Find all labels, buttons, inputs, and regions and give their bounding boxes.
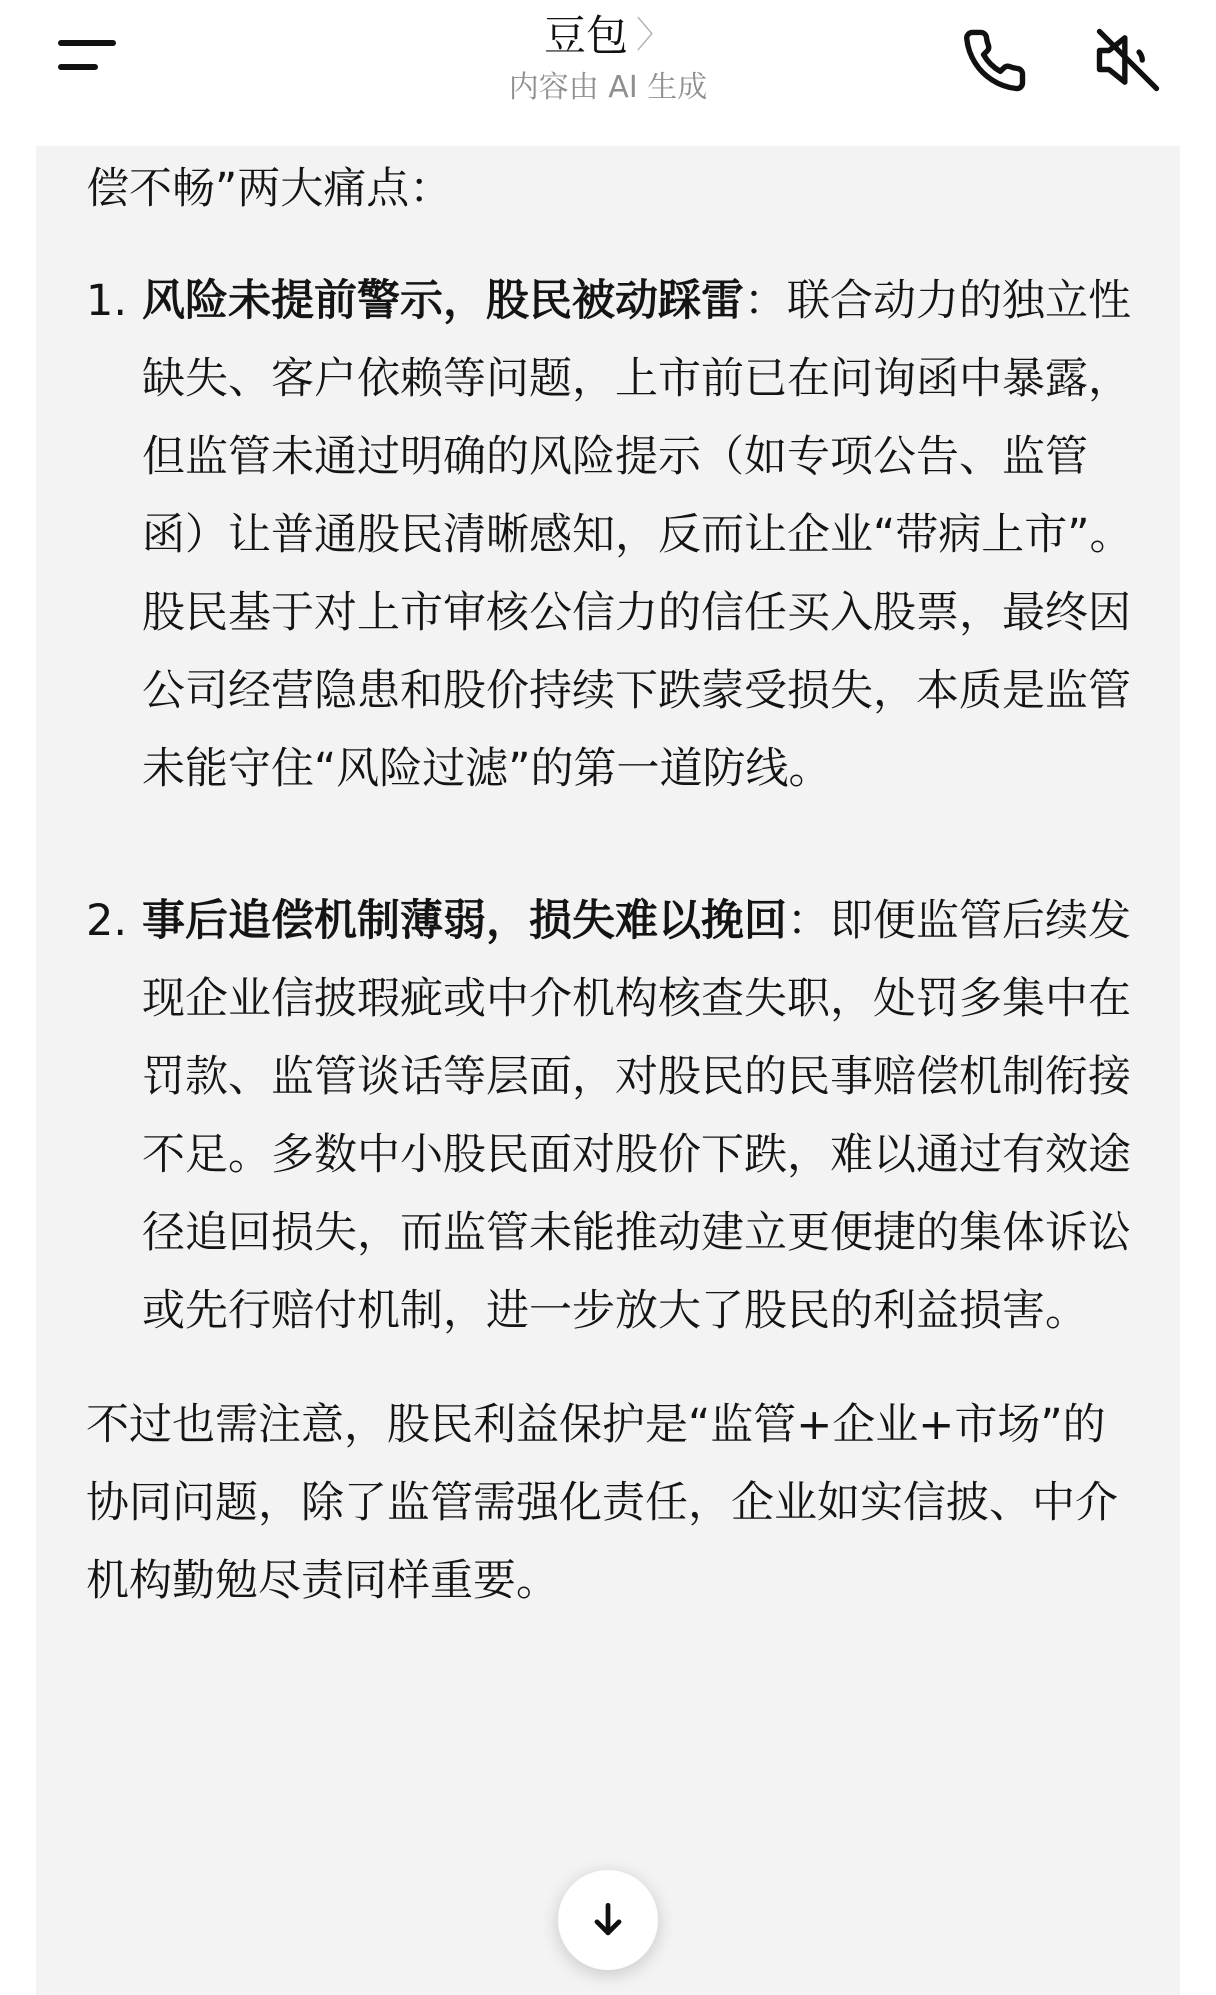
ai-generated-note: 内容由 AI 生成 bbox=[508, 70, 708, 105]
bot-title-button[interactable] bbox=[544, 6, 672, 66]
message-area[interactable] bbox=[36, 146, 1180, 1995]
chat-title-area bbox=[408, 6, 808, 116]
list-item-heading: 事后追偿机制薄弱，损失难以挽回 bbox=[142, 896, 787, 946]
list-number: 1. bbox=[86, 276, 128, 326]
closing-paragraph: 不过也需注意，股民利益保护是“监管+企业+市场”的协同问题，除了监管需强化责任，企业如实信披、中介机构勤勉尽责同样重要。 bbox=[86, 1400, 1118, 1606]
mute-button[interactable] bbox=[1090, 22, 1166, 98]
scroll-to-bottom-button[interactable] bbox=[558, 1870, 658, 1970]
list-item bbox=[86, 882, 1146, 1350]
phone-icon bbox=[956, 22, 1032, 98]
list-item-body: ：联合动力的独立性缺失、客户依赖等问题，上市前已在问询函中暴露，但监管未通过明确的风险提示（如专项公告、监管函）让普通股民清晰感知，反而让企业“带病上市”。股民基于对上市审核公信力的信任买入股票，最终因公司经营隐患和股价持续下跌蒙受损失，本质是监管未能守住“风险过滤”的第一道防线。 bbox=[142, 276, 1133, 794]
assistant-message bbox=[86, 146, 1146, 1620]
arrow-down-icon bbox=[586, 1898, 630, 1942]
app-title: 豆包 bbox=[543, 11, 628, 60]
top-bar bbox=[0, 0, 1216, 146]
menu-button[interactable] bbox=[52, 30, 122, 90]
intro-text: 偿不畅”两大痛点： bbox=[86, 164, 453, 214]
chevron-right-icon: 〉 bbox=[636, 15, 673, 56]
list-item-body: ：即便监管后续发现企业信披瑕疵或中介机构核查失职，处罚多集中在罚款、监管谈话等层面，对股民的民事赔偿机制衔接不足。多数中小股民面对股价下跌，难以通过有效途径追回损失，而监管未能推动建立更便捷的集体诉讼或先行赔付机制，进一步放大了股民的利益损害。 bbox=[142, 896, 1131, 1336]
list-item bbox=[86, 262, 1146, 808]
list-number: 2. bbox=[86, 896, 128, 946]
speaker-muted-icon bbox=[1090, 22, 1166, 98]
list-item-heading: 风险未提前警示，股民被动踩雷 bbox=[142, 276, 744, 326]
call-button[interactable] bbox=[956, 22, 1032, 98]
